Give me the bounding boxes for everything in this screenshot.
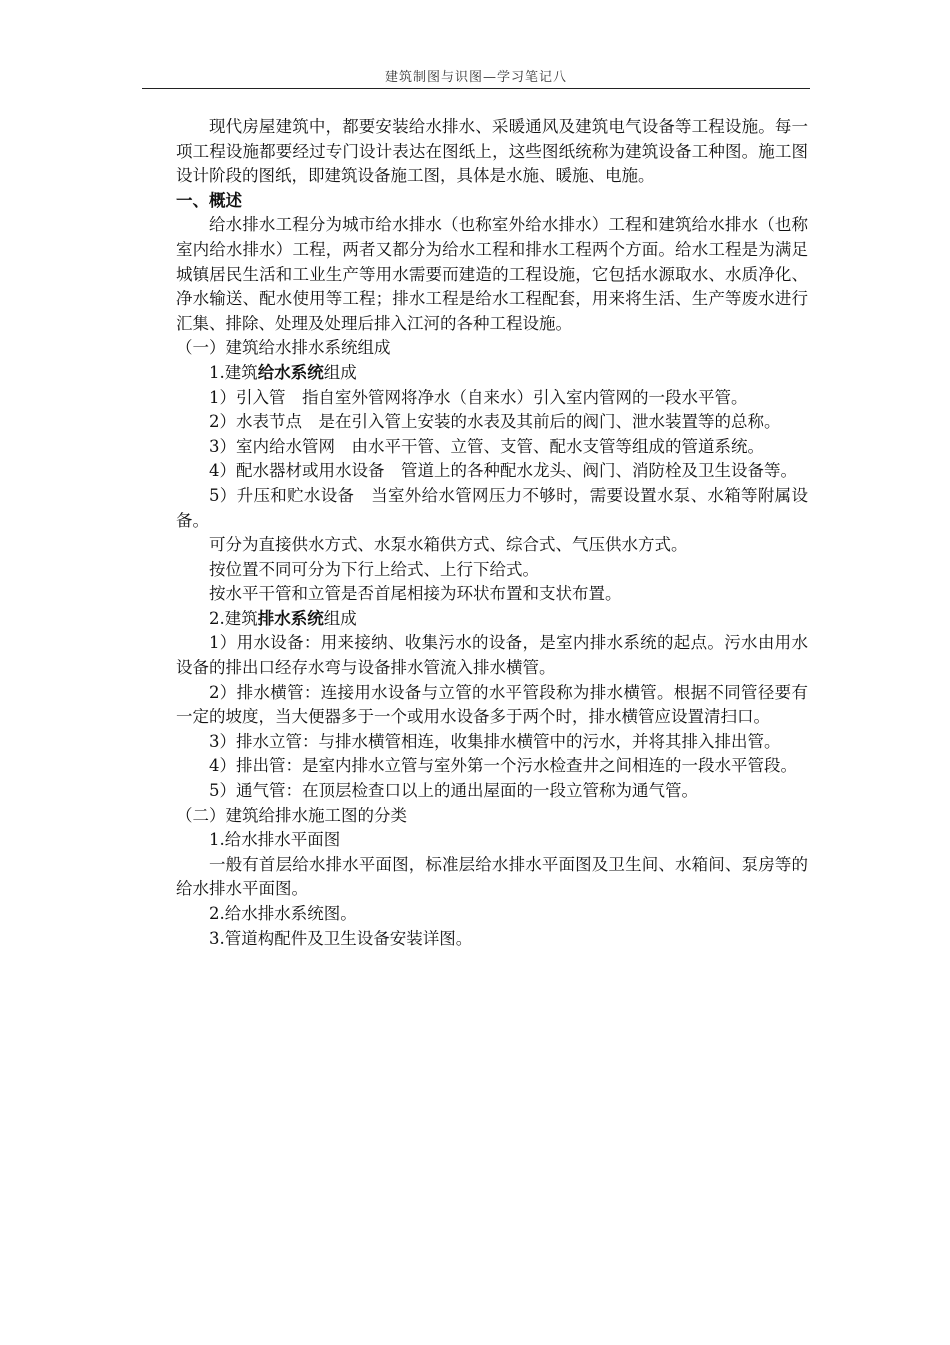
supply-item-2: 2）水表节点 是在引入管上安装的水表及其前后的阀门、泄水装置等的总称。 <box>209 412 781 432</box>
drain-heading-bold: 排水系统 <box>257 608 324 628</box>
drain-item-5: 5）通气管：在顶层检查口以上的通出屋面的一段立管称为通气管。 <box>209 781 698 801</box>
supply-item-4: 4）配水器材或用水设备 管道上的各种配水龙头、阀门、消防栓及卫生设备等。 <box>209 461 797 481</box>
drain-item-1: 1）用水设备：用来接纳、收集污水的设备，是室内排水系统的起点。污水由用水设备的排出口经存水弯与设备排水管流入排水横管。 <box>176 633 808 678</box>
overview-paragraph: 给水排水工程分为城市给水排水（也称室外给水排水）工程和建筑给水排水（也称室内给水排水）工程，两者又都分为给水工程和排水工程两个方面。给水工程是为满足城镇居民生活和工业生产等用水需要而建造的工程设施，它包括水源取水、水质净化、净水输送、配水使用等工程；排水工程是给水工程配套，用来将生活、生产等废水进行汇集、排除、处理及处理后排入江河的各种工程设施。 <box>176 215 808 333</box>
classification-item-1-desc: 一般有首层给水排水平面图，标准层给水排水平面图及卫生间、水箱间、泵房等的给水排水平面图。 <box>176 854 808 899</box>
supply-system-heading <box>176 361 808 386</box>
supply-item-1: 1）引入管 指自室外管网将净水（自来水）引入室内管网的一段水平管。 <box>209 387 748 407</box>
supply-heading-bold: 给水系统 <box>257 362 324 382</box>
supply-item-5: 5）升压和贮水设备 当室外给水管网压力不够时，需要设置水泵、水箱等附属设备。 <box>176 485 808 530</box>
drain-item-3: 3）排水立管：与排水横管相连，收集排水横管中的污水，并将其排入排出管。 <box>209 731 781 751</box>
drain-heading-prefix: 2.建筑 <box>209 608 258 628</box>
supply-heading-suffix: 组成 <box>323 362 357 382</box>
supply-note-3: 按水平干管和立管是否首尾相接为环状布置和支状布置。 <box>209 584 622 604</box>
supply-item-3: 3）室内给水管网 由水平干管、立管、支管、配水支管等组成的管道系统。 <box>209 436 764 456</box>
subsection-heading-composition: （一）建筑给水排水系统组成 <box>176 338 391 358</box>
document-body <box>176 115 808 951</box>
classification-item-2: 2.给水排水系统图。 <box>209 904 357 923</box>
supply-heading-prefix: 1.建筑 <box>209 362 258 382</box>
page-header: 建筑制图与识图—学习笔记八 <box>384 70 567 85</box>
drain-item-2: 2）排水横管：连接用水设备与立管的水平管段称为排水横管。根据不同管径要有一定的坡度，当大便器多于一个或用水设备多于两个时，排水横管应设置清扫口。 <box>176 682 808 727</box>
intro-paragraph: 现代房屋建筑中，都要安装给水排水、采暖通风及建筑电气设备等工程设施。每一项工程设施都要经过专门设计表达在图纸上，这些图纸统称为建筑设备工种图。施工图设计阶段的图纸，即建筑设备施工图，具体是水施、暖施、电施。 <box>176 117 808 186</box>
drain-item-4: 4）排出管：是室内排水立管与室外第一个污水检查井之间相连的一段水平管段。 <box>209 756 797 776</box>
drain-system-heading <box>176 607 808 632</box>
supply-note-2: 按位置不同可分为下行上给式、上行下给式。 <box>209 559 539 579</box>
classification-item-3: 3.管道构配件及卫生设备安装详图。 <box>209 928 473 948</box>
drain-heading-suffix: 组成 <box>323 608 357 628</box>
section-heading-overview: 一、概述 <box>176 190 242 210</box>
supply-note-1: 可分为直接供水方式、水泵水箱供方式、综合式、气压供水方式。 <box>209 535 688 555</box>
classification-item-1: 1.给水排水平面图 <box>209 830 341 850</box>
header-divider <box>142 88 810 89</box>
subsection-heading-classification: （二）建筑给排水施工图的分类 <box>176 805 407 825</box>
